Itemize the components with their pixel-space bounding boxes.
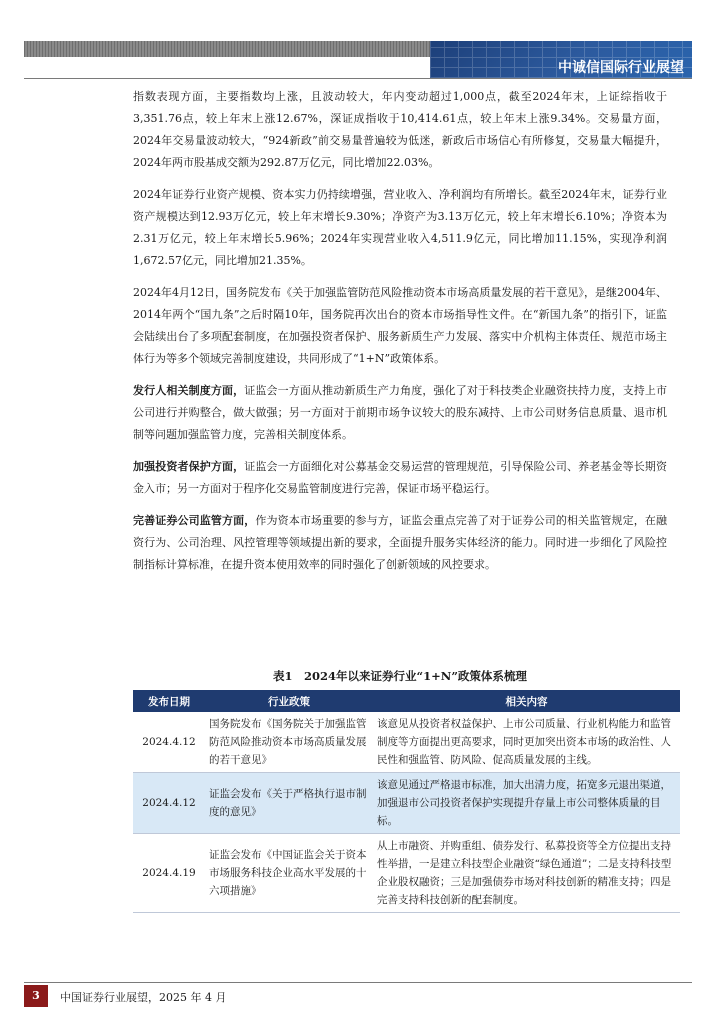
content-cell: 该意见从投资者权益保护、上市公司质量、行业机构能力和监管制度等方面提出更高要求，同时更加突出资本市场的政治性、人民性和强监管、防风险、促高质量发展的主线。: [373, 712, 680, 773]
paragraph-heading: 完善证券公司监管方面，: [133, 514, 256, 527]
policy-cell: 国务院发布《国务院关于加强监管防范风险推动资本市场高质量发展的若干意见》: [205, 712, 373, 773]
paragraph: 完善证券公司监管方面，作为资本市场重要的参与方，证监会重点完善了对于证券公司的相关监管规定，在融资行为、公司治理、风控管理等领域提出新的要求，全面提升服务实体经济的能力。同时进一步细化了风险控制指标计算标准，在提升资本使用效率的同时强化了创新领域的风控要求。: [133, 514, 667, 571]
footer-divider: [24, 982, 692, 983]
table-row: [133, 834, 680, 913]
header-divider: [24, 78, 692, 79]
header-banner: [430, 41, 692, 78]
content-cell: 从上市融资、并购重组、债券发行、私募投资等全方位提出支持性举措，一是建立科技型企业融资“绿色通道”；二是支持科技型企业股权融资；三是加强债券市场对科技创新的精准支持；四是完善支持科技创新的配套制度。: [373, 834, 680, 913]
paragraph: 加强投资者保护方面，证监会一方面细化对公募基金交易运营的管理规范，引导保险公司、养老基金等长期资金入市；另一方面对于程序化交易监管制度进行完善，保证市场平稳运行。: [133, 460, 668, 495]
table-header-row: [133, 690, 680, 712]
table-row: [133, 773, 680, 834]
date-cell: 2024.4.12: [133, 773, 205, 834]
policy-cell: 证监会发布《关于严格执行退市制度的意见》: [205, 773, 373, 834]
paragraph: 指数表现方面，主要指数均上涨，且波动较大，年内变动超过1,000点，截至2024年末，上证综指收于3,351.76点，较上年末上涨12.67%，深证成指收于10,414.61点，较上年末上涨9.34%。交易量方面，2024年交易量波动较大，“924新政”前交易量普遍较为低迷，新政后市场信心有所修复，交易量大幅提升，2024年两市股基成交额为292.87万亿元，同比增加22.03%。: [133, 90, 667, 169]
header-title: 中诚信国际行业展望: [558, 60, 684, 76]
paragraph-heading: 加强投资者保护方面，: [133, 460, 245, 473]
body-text: [133, 86, 667, 586]
footer-text: 中国证券行业展望，2025 年 4 月: [60, 991, 227, 1004]
paragraph: 发行人相关制度方面，证监会一方面从推动新质生产力角度，强化了对于科技类企业融资扶持力度，支持上市公司进行并购整合，做大做强；另一方面对于前期市场争议较大的股东减持、上市公司财务信息质量、退市机制等问题加强监管力度，完善相关制度体系。: [133, 384, 668, 441]
date-cell: 2024.4.12: [133, 712, 205, 773]
date-cell: 2024.4.19: [133, 834, 205, 913]
column-header: 发布日期: [133, 690, 205, 712]
column-header: 行业政策: [205, 690, 373, 712]
policy-table: [133, 690, 680, 913]
paragraph: 2024年4月12日，国务院发布《关于加强监管防范风险推动资本市场高质量发展的若干意见》，是继2004年、2014年两个“国九条”之后时隔10年，国务院再次出台的资本市场指导性文件。在“新国九条”的指引下，证监会陆续出台了多项配套制度，在加强投资者保护、服务新质生产力发展、落实中介机构主体责任、规范市场主体行为等多个领域完善制度建设，共同形成了“1+N”政策体系。: [133, 286, 667, 365]
paragraph: 2024年证券行业资产规模、资本实力仍持续增强，营业收入、净利润均有所增长。截至2024年末，证券行业资产规模达到12.93万亿元，较上年末增长9.30%；净资产为3.13万亿元，较上年末增长6.10%；净资本为2.31万亿元，较上年末增长5.96%；2024年实现营业收入4,511.9亿元，同比增加11.15%，实现净利润1,672.57亿元，同比增加21.35%。: [133, 188, 667, 267]
policy-cell: 证监会发布《中国证监会关于资本市场服务科技企业高水平发展的十六项措施》: [205, 834, 373, 913]
content-cell: 该意见通过严格退市标准，加大出清力度，拓宽多元退出渠道，加强退市公司投资者保护实现提升存量上市公司整体质量的目标。: [373, 773, 680, 834]
table-caption: 表1 2024年以来证券行业“1+N”政策体系梳理: [273, 669, 527, 683]
column-header: 相关内容: [373, 690, 680, 712]
table-row: [133, 712, 680, 773]
paragraph-heading: 发行人相关制度方面，: [133, 384, 245, 397]
page-number: 3: [24, 985, 48, 1007]
